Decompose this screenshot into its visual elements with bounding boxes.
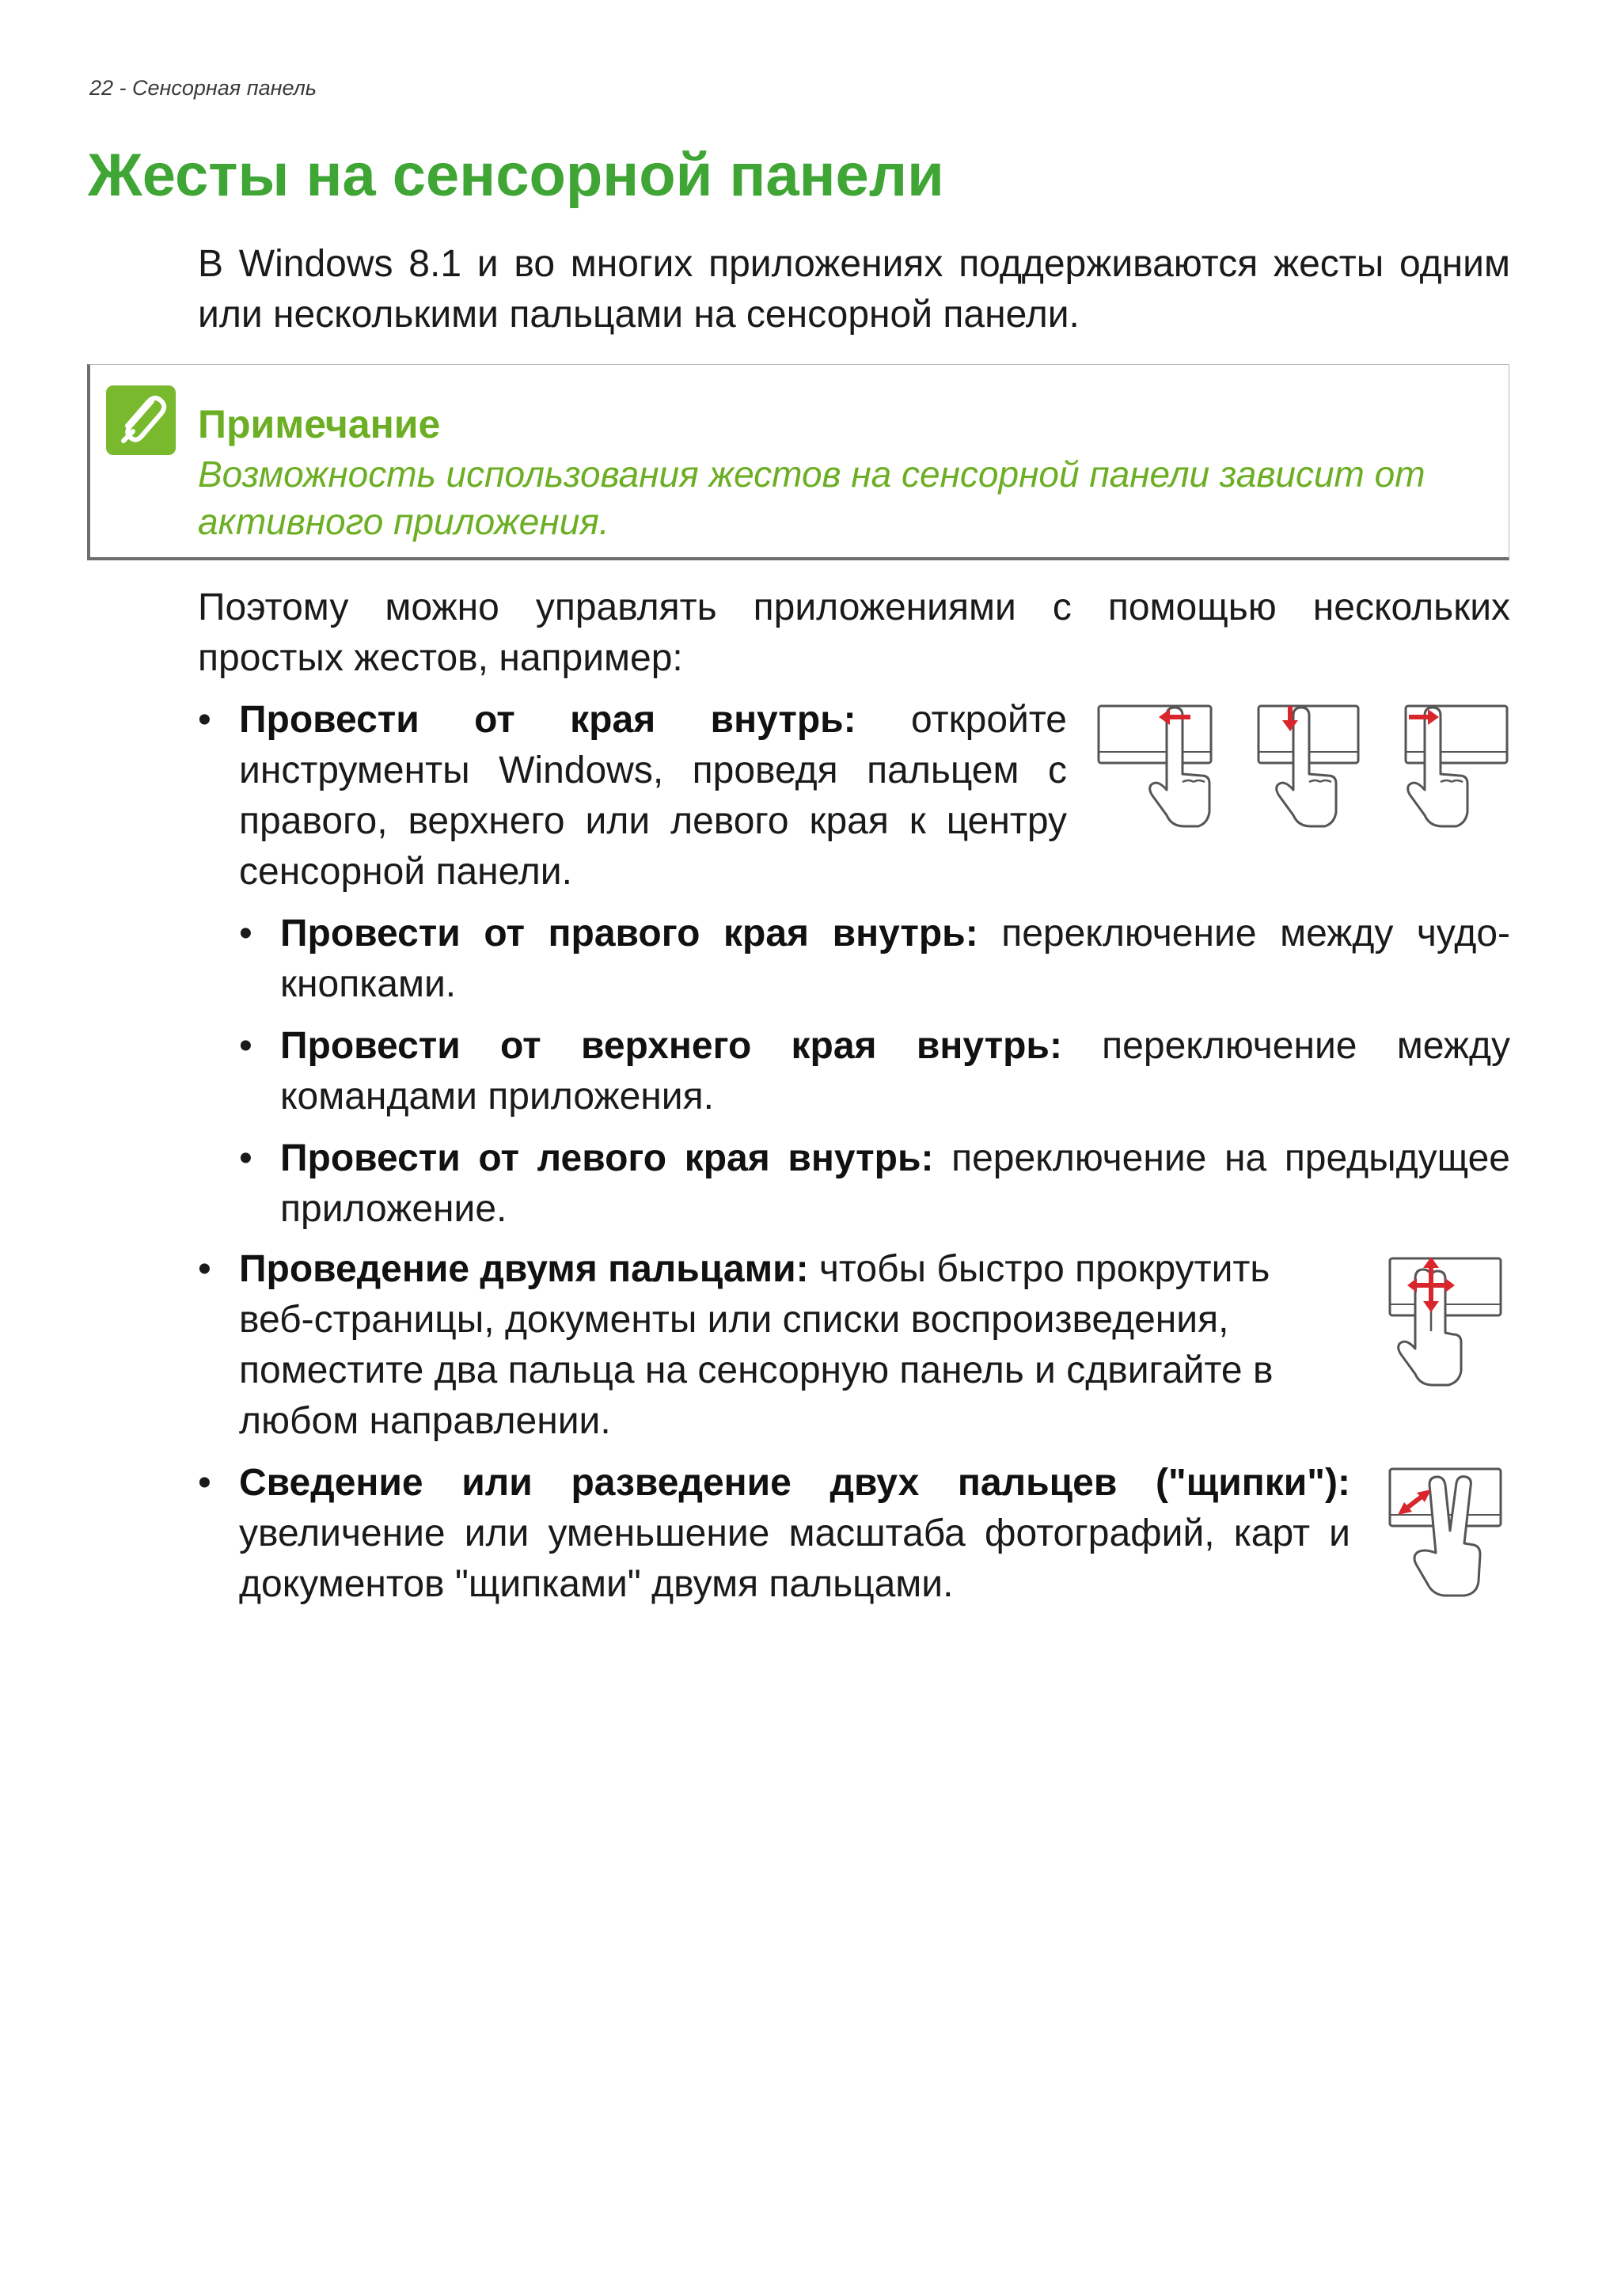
bullet: • <box>239 913 252 954</box>
bullet: • <box>198 1462 211 1504</box>
item-text: переключение на предыдущее приложение. <box>280 1137 1510 1230</box>
list-item-right-edge <box>280 909 1510 1010</box>
bullet: • <box>239 1025 252 1067</box>
list-item-top-edge <box>280 1021 1510 1122</box>
pinch-zoom-icon <box>1388 1466 1507 1600</box>
item-label: Провести от правого края внутрь: <box>280 913 978 954</box>
bullet: • <box>239 1137 252 1179</box>
two-finger-scroll-icon <box>1388 1255 1507 1390</box>
item-text: откройте инструменты Windows, проведя пальцем с правого, верхнего или левого края к центру сенсорной панели. <box>239 699 1068 893</box>
item-label: Провести от края внутрь: <box>239 699 856 741</box>
running-header: 22 - Сенсорная панель <box>89 76 317 100</box>
intro-paragraph: В Windows 8.1 и во многих приложениях поддерживаются жесты одним или несколькими пальцами на сенсорной панели. <box>198 243 1510 336</box>
item-label: Провести от левого края внутрь: <box>280 1137 934 1179</box>
note-box <box>87 364 1509 560</box>
bullet: • <box>198 699 211 741</box>
item-text: переключение между командами приложения. <box>280 1025 1510 1118</box>
item-label: Сведение или разведение двух пальцев ("щипки"): <box>239 1462 1350 1504</box>
paperclip-icon <box>106 385 176 455</box>
swipe-left-edge-icon <box>1404 703 1510 829</box>
item-text: чтобы быстро прокрутить веб-страницы, документы или списки воспроизведения, поместите два пальца на сенсорную панель и сдвигайте в любом направлении. <box>239 1248 1274 1442</box>
list-item-two-finger-scroll <box>239 1244 1347 1447</box>
swipe-top-edge-icon <box>1257 703 1361 829</box>
bullet: • <box>198 1248 211 1290</box>
gestures-intro-paragraph: Поэтому можно управлять приложениями с помощью нескольких простых жестов, например: <box>198 586 1510 679</box>
list-item-edge-swipe <box>239 695 1067 898</box>
list-item-pinch <box>239 1458 1350 1610</box>
list-item-left-edge <box>280 1133 1510 1235</box>
swipe-right-edge-icon <box>1097 703 1216 829</box>
note-title: Примечание <box>198 402 441 446</box>
item-text: увеличение или уменьшение масштаба фотографий, карт и документов "щипками" двумя пальцами. <box>239 1512 1350 1605</box>
page-title: Жесты на сенсорной панели <box>88 142 944 209</box>
note-text: Возможность использования жестов на сенсорной панели зависит от активного приложения. <box>198 454 1425 542</box>
item-label: Проведение двумя пальцами: <box>239 1248 809 1290</box>
item-text: переключение между чудо-кнопками. <box>280 913 1510 1005</box>
item-label: Провести от верхнего края внутрь: <box>280 1025 1062 1067</box>
